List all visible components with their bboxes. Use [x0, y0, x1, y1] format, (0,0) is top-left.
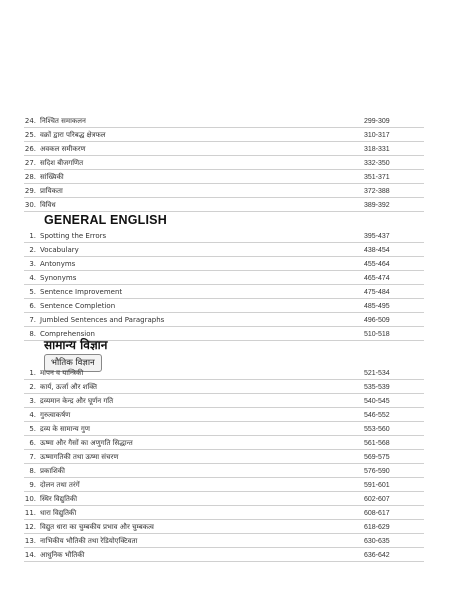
item-title: सांख्यिकी [40, 172, 64, 181]
toc-row [24, 548, 424, 562]
item-pages: 389-392 [364, 201, 390, 209]
toc-row [24, 299, 424, 313]
toc-row [24, 478, 424, 492]
item-pages: 591-601 [364, 481, 390, 489]
item-number: 2. [29, 383, 36, 391]
toc-row [24, 394, 424, 408]
item-number: 2. [29, 246, 36, 254]
item-number: 4. [29, 411, 36, 419]
item-number: 1. [29, 232, 36, 240]
item-number: 26. [24, 145, 36, 153]
item-number: 8. [29, 330, 36, 338]
item-pages: 465-474 [364, 274, 390, 282]
item-title: स्थिर विद्युतिकी [40, 494, 78, 503]
item-title: द्रव्य के सामान्य गुण [40, 424, 90, 433]
toc-row [24, 229, 424, 243]
item-title: अवकल समीकरण [40, 144, 86, 153]
toc-row [24, 243, 424, 257]
toc-row [24, 313, 424, 327]
toc-row [24, 271, 424, 285]
item-pages: 372-388 [364, 187, 390, 195]
toc-row [24, 506, 424, 520]
item-title: सदिश बीजगणित [40, 158, 84, 167]
item-number: 5. [29, 288, 36, 296]
item-number: 6. [29, 302, 36, 310]
item-number: 13. [24, 537, 36, 545]
item-title: द्रव्यमान केन्द्र और घूर्णन गति [40, 396, 114, 405]
item-title: कार्य, ऊर्जा और शक्ति [40, 382, 97, 391]
item-number: 27. [24, 159, 36, 167]
item-number: 6. [29, 439, 36, 447]
item-pages: 318-331 [364, 145, 390, 153]
item-title: निश्चित समाकलन [40, 116, 86, 125]
item-pages: 618-629 [364, 523, 390, 531]
item-pages: 510-518 [364, 330, 390, 338]
item-pages: 485-495 [364, 302, 390, 310]
item-number: 5. [29, 425, 36, 433]
item-pages: 496-509 [364, 316, 390, 324]
item-title: Antonyms [40, 260, 76, 268]
item-pages: 576-590 [364, 467, 390, 475]
item-number: 4. [29, 274, 36, 282]
toc-row [24, 436, 424, 450]
item-number: 8. [29, 467, 36, 475]
toc-row [24, 366, 424, 380]
item-pages: 561-568 [364, 439, 390, 447]
item-pages: 630-635 [364, 537, 390, 545]
section-heading-english: GENERAL ENGLISH [44, 213, 167, 227]
toc-row [24, 422, 424, 436]
item-title: Sentence Improvement [40, 288, 123, 296]
item-title: वक्रों द्वारा परिबद्ध क्षेत्रफल [40, 130, 106, 139]
item-title: ऊष्मागतिकी तथा ऊष्मा संचरण [40, 452, 119, 461]
item-number: 10. [24, 495, 36, 503]
item-number: 14. [24, 551, 36, 559]
item-title: गुरुत्वाकर्षण [40, 410, 71, 419]
item-pages: 310-317 [364, 131, 390, 139]
item-pages: 351-371 [364, 173, 390, 181]
item-number: 1. [29, 369, 36, 377]
item-pages: 636-642 [364, 551, 390, 559]
item-pages: 521-534 [364, 369, 390, 377]
toc-row [24, 492, 424, 506]
item-title: Comprehension [40, 330, 95, 338]
item-title: ऊष्मा और गैसों का अणुगति सिद्धान्त [40, 438, 133, 447]
item-title: Spotting the Errors [40, 232, 107, 240]
item-pages: 332-350 [364, 159, 390, 167]
item-title: Vocabulary [40, 246, 79, 254]
item-number: 25. [24, 131, 36, 139]
toc-row [24, 464, 424, 478]
toc-row [24, 257, 424, 271]
item-title: दोलन तथा तरंगें [40, 480, 80, 489]
item-number: 7. [29, 453, 36, 461]
item-number: 3. [29, 260, 36, 268]
item-title: धारा विद्युतिकी [40, 508, 77, 517]
toc-row [24, 520, 424, 534]
item-number: 11. [24, 509, 36, 517]
toc-row [24, 114, 424, 128]
item-title: प्रकाशिकी [40, 466, 65, 475]
item-number: 30. [24, 201, 36, 209]
item-pages: 475-484 [364, 288, 390, 296]
toc-row [24, 184, 424, 198]
item-title: मापन व यान्त्रिकी [40, 368, 84, 377]
toc-row [24, 380, 424, 394]
item-pages: 608-617 [364, 509, 390, 517]
item-title: नाभिकीय भौतिकी तथा रेडियोएक्टिवता [40, 536, 138, 545]
toc-row [24, 198, 424, 212]
item-number: 3. [29, 397, 36, 405]
item-pages: 540-545 [364, 397, 390, 405]
item-pages: 535-539 [364, 383, 390, 391]
item-number: 29. [24, 187, 36, 195]
section-heading-science: सामान्य विज्ञान [44, 338, 108, 352]
item-pages: 569-575 [364, 453, 390, 461]
item-title: प्रायिकता [40, 186, 63, 195]
toc-row [24, 285, 424, 299]
toc-row [24, 534, 424, 548]
subheading-physics: भौतिक विज्ञान [44, 354, 102, 372]
toc-row [24, 142, 424, 156]
item-number: 24. [24, 117, 36, 125]
item-pages: 546-552 [364, 411, 390, 419]
item-pages: 299-309 [364, 117, 390, 125]
item-number: 28. [24, 173, 36, 181]
item-number: 9. [29, 481, 36, 489]
toc-row [24, 450, 424, 464]
item-number: 7. [29, 316, 36, 324]
item-number: 12. [24, 523, 36, 531]
item-pages: 438-454 [364, 246, 390, 254]
toc-row [24, 170, 424, 184]
toc-row [24, 408, 424, 422]
item-title: विद्युत धारा का चुम्बकीय प्रभाव और चुम्बकत्व [40, 522, 154, 531]
item-pages: 455-464 [364, 260, 390, 268]
item-title: विविध [40, 200, 56, 209]
toc-row [24, 156, 424, 170]
item-title: Jumbled Sentences and Paragraphs [40, 316, 165, 324]
toc-row [24, 128, 424, 142]
item-pages: 395-437 [364, 232, 390, 240]
item-title: Synonyms [40, 274, 77, 282]
item-title: Sentence Completion [40, 302, 116, 310]
item-pages: 553-560 [364, 425, 390, 433]
item-title: आधुनिक भौतिकी [40, 550, 85, 559]
item-pages: 602-607 [364, 495, 390, 503]
